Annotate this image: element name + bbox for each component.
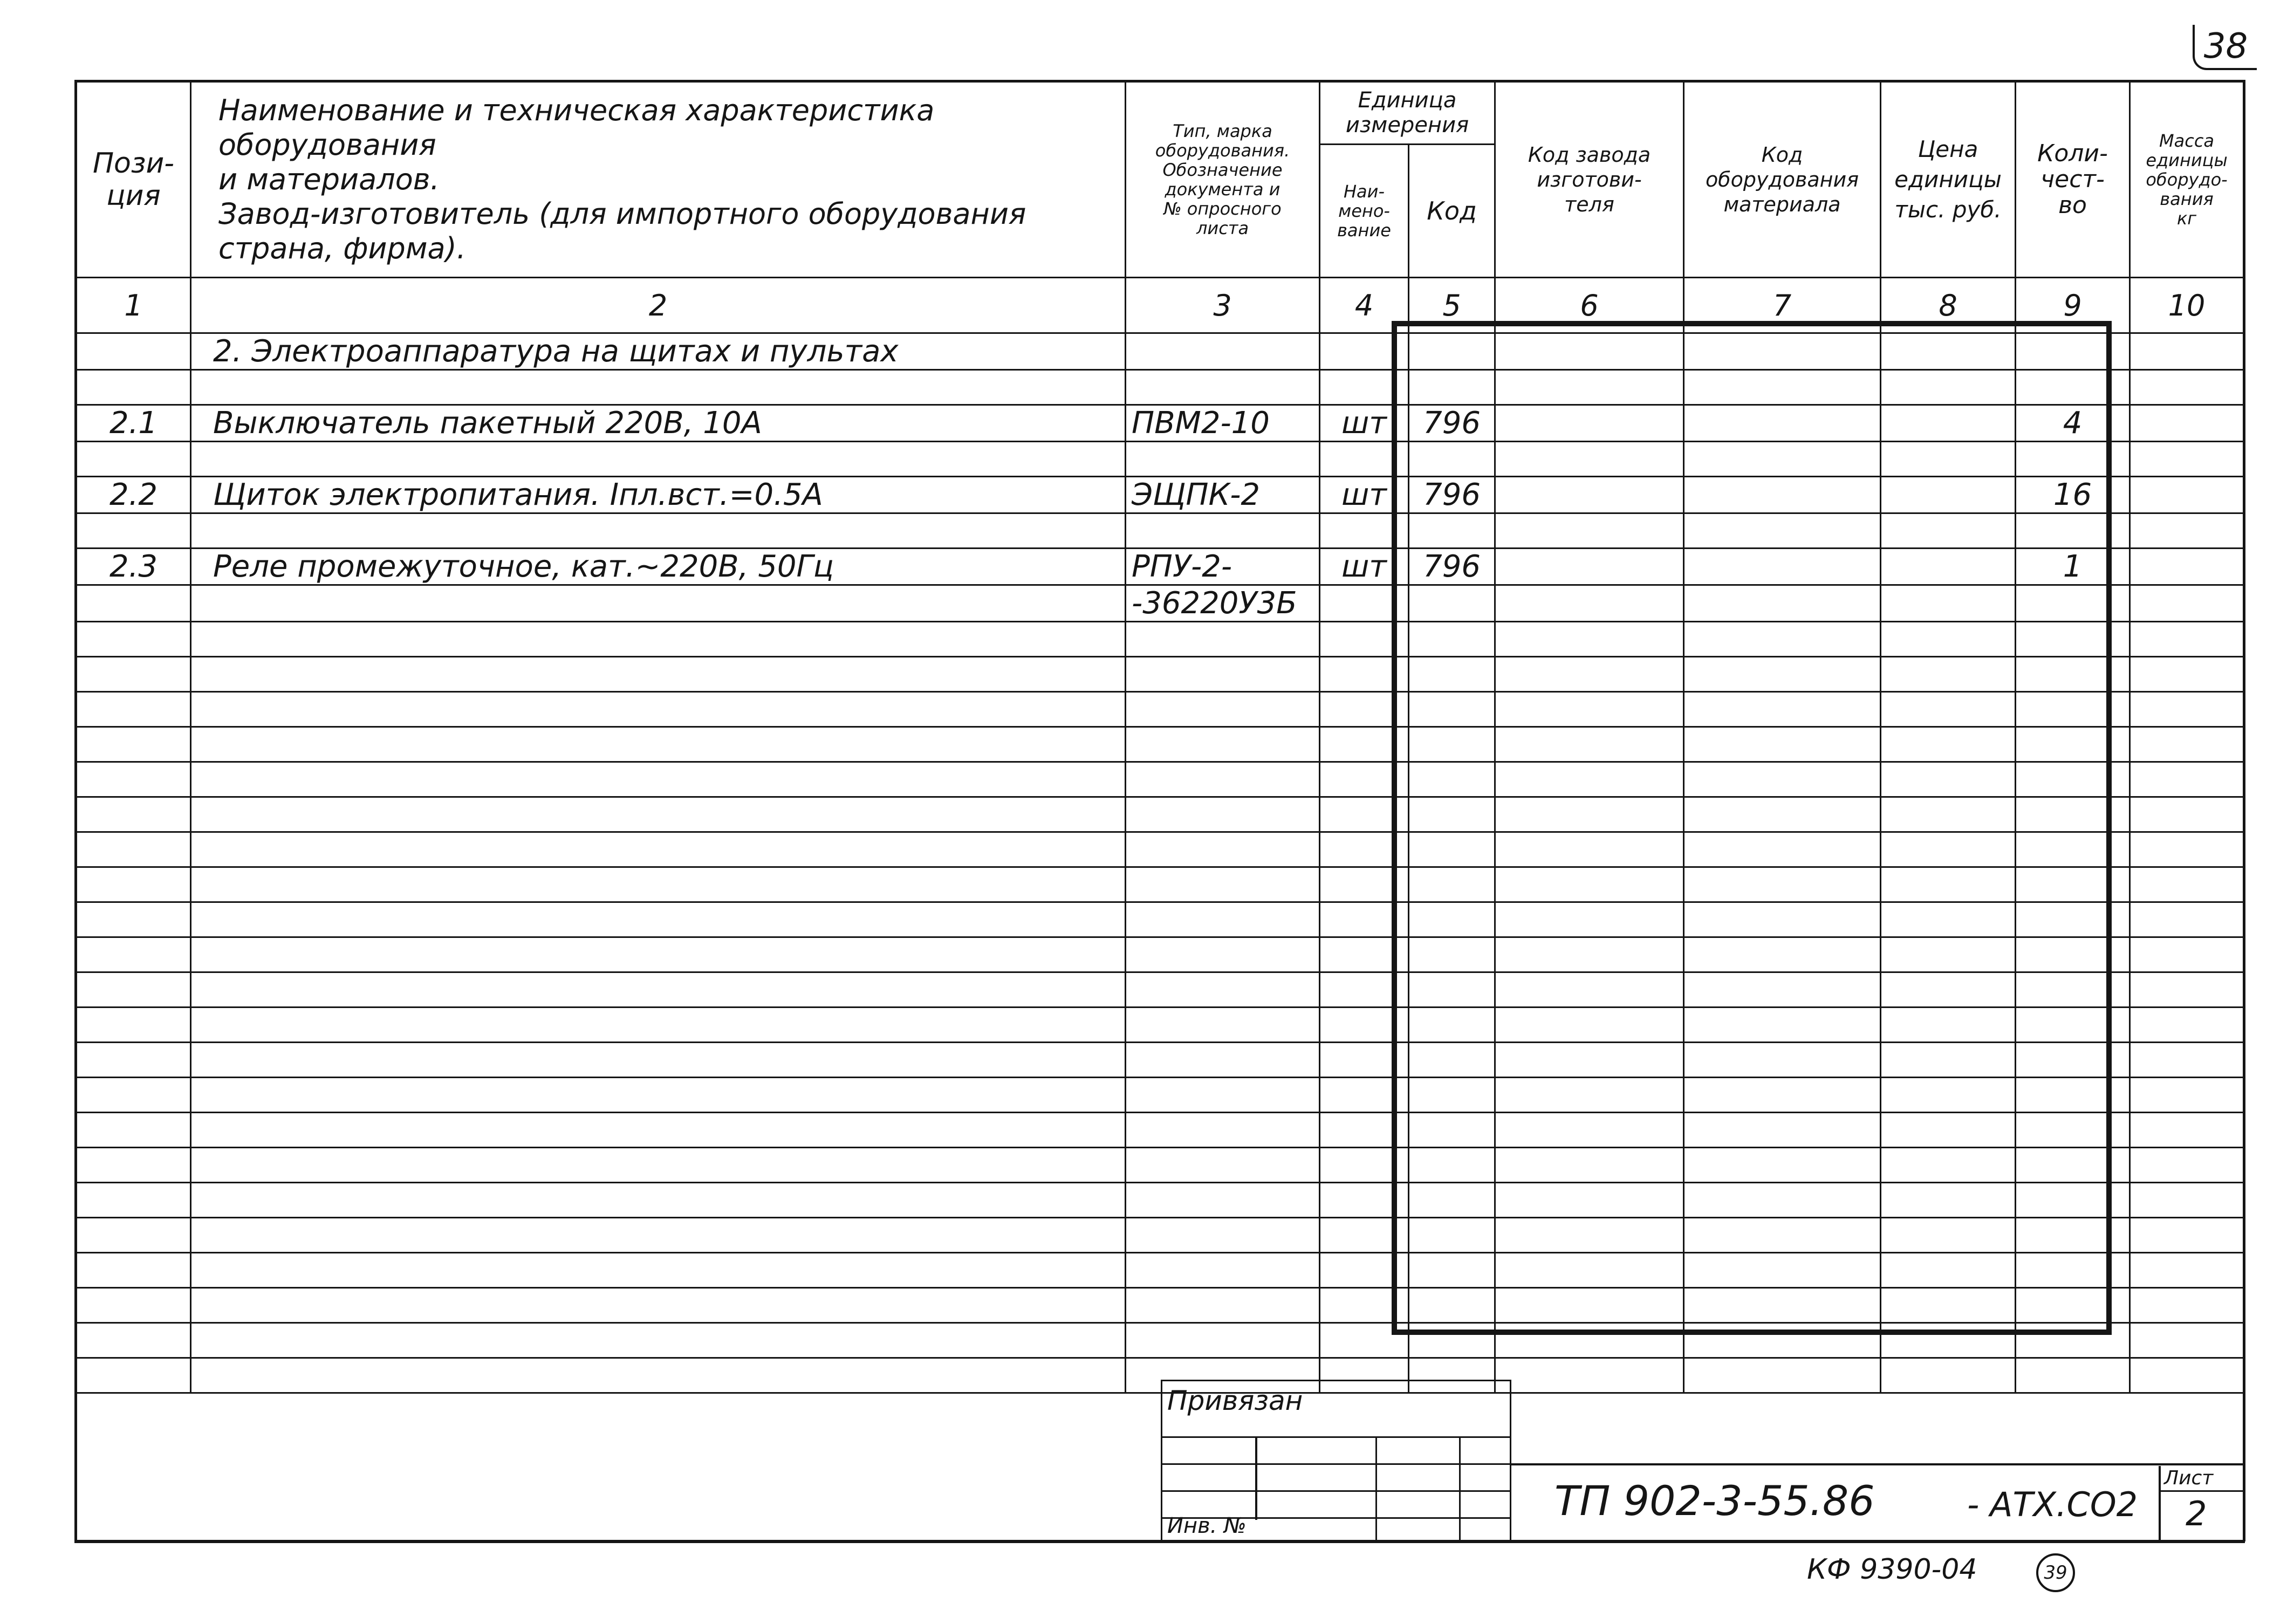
row-type: ЭЩПК-2 xyxy=(1126,477,1320,513)
row-mass xyxy=(2130,1183,2244,1218)
row-type xyxy=(1126,370,1320,405)
row-type xyxy=(1126,622,1320,657)
row-position xyxy=(77,333,191,370)
row-name xyxy=(191,1218,1126,1253)
row-mass xyxy=(2130,513,2244,549)
inventory-number-label: Инв. № xyxy=(1167,1513,1247,1538)
row-mass xyxy=(2130,832,2244,867)
row-unit-code: 796 xyxy=(1409,477,1495,513)
title-block xyxy=(1161,1380,2243,1541)
row-position xyxy=(77,1323,191,1358)
document-suffix: - АТХ.СО2 xyxy=(1967,1485,2138,1524)
row-position xyxy=(77,442,191,477)
row-name xyxy=(191,832,1126,867)
column-number: 2 xyxy=(191,278,1126,333)
row-type xyxy=(1126,867,1320,902)
row-type xyxy=(1126,972,1320,1008)
row-position xyxy=(77,1183,191,1218)
row-mass xyxy=(2130,477,2244,513)
row-mass xyxy=(2130,1078,2244,1113)
row-position xyxy=(77,1148,191,1183)
row-type: ПВМ2-10 xyxy=(1126,405,1320,442)
row-name xyxy=(191,1008,1126,1043)
column-number: 9 xyxy=(2016,278,2130,333)
bold-frame-columns-5-9 xyxy=(1392,321,2112,1335)
privyazan-label: Привязан xyxy=(1167,1385,1303,1416)
row-name xyxy=(191,692,1126,727)
row-position xyxy=(77,1113,191,1148)
row-name xyxy=(191,1183,1126,1218)
header-unit-name: Наи- мено- вание xyxy=(1320,144,1409,277)
row-mass xyxy=(2130,1288,2244,1323)
row-name xyxy=(191,797,1126,832)
row-name: Щиток электропитания. Іпл.вст.=0.5А xyxy=(191,477,1126,513)
row-position xyxy=(77,1218,191,1253)
row-name xyxy=(191,727,1126,762)
row-mass xyxy=(2130,1043,2244,1078)
row-type xyxy=(1126,1148,1320,1183)
row-type xyxy=(1126,1288,1320,1323)
header-mass: Масса единицы оборудо- вания кг xyxy=(2130,82,2244,278)
row-name xyxy=(191,1078,1126,1113)
column-number: 5 xyxy=(1409,278,1495,333)
row-mass xyxy=(2130,1148,2244,1183)
row-type xyxy=(1126,797,1320,832)
row-mass xyxy=(2130,333,2244,370)
row-mass xyxy=(2130,692,2244,727)
row-type xyxy=(1126,902,1320,937)
row-name xyxy=(191,1358,1126,1393)
header-position: Пози- ция xyxy=(77,82,191,278)
row-mass xyxy=(2130,442,2244,477)
row-type xyxy=(1126,937,1320,972)
row-name xyxy=(191,902,1126,937)
row-name xyxy=(191,657,1126,692)
row-name: Реле промежуточное, кат.~220В, 50Гц xyxy=(191,549,1126,585)
row-position xyxy=(77,370,191,405)
row-mass xyxy=(2130,972,2244,1008)
row-name: Выключатель пакетный 220В, 10А xyxy=(191,405,1126,442)
row-type xyxy=(1126,513,1320,549)
row-name xyxy=(191,370,1126,405)
row-mass xyxy=(2130,1113,2244,1148)
row-name: 2. Электроаппаратура на щитах и пультах xyxy=(191,333,1126,370)
row-position: 2.1 xyxy=(77,405,191,442)
row-type xyxy=(1126,1043,1320,1078)
row-mass xyxy=(2130,937,2244,972)
row-position xyxy=(77,1288,191,1323)
row-position xyxy=(77,1253,191,1288)
row-mass xyxy=(2130,1323,2244,1358)
row-mass xyxy=(2130,405,2244,442)
row-mass xyxy=(2130,797,2244,832)
row-position xyxy=(77,867,191,902)
header-unit-group: Единица измерения xyxy=(1320,82,1495,145)
row-quantity: 4 xyxy=(2016,405,2130,442)
archive-stamp-circle: 39 xyxy=(2036,1553,2075,1592)
row-name xyxy=(191,442,1126,477)
row-type xyxy=(1126,1008,1320,1043)
row-position: 2.3 xyxy=(77,549,191,585)
row-type xyxy=(1126,727,1320,762)
row-name xyxy=(191,762,1126,797)
sheet-label: Лист xyxy=(2164,1467,2214,1489)
row-unit: шт xyxy=(1320,477,1409,513)
column-number: 4 xyxy=(1320,278,1409,333)
row-name xyxy=(191,972,1126,1008)
row-name xyxy=(191,867,1126,902)
row-name xyxy=(191,1288,1126,1323)
header-plant-code: Код завода изготови- теля xyxy=(1495,82,1684,278)
row-type xyxy=(1126,832,1320,867)
archive-stamp: КФ 9390-04 xyxy=(1807,1553,1977,1586)
row-position xyxy=(77,832,191,867)
row-type xyxy=(1126,762,1320,797)
column-number: 3 xyxy=(1126,278,1320,333)
page-number: 38 xyxy=(2193,25,2257,70)
row-position xyxy=(77,513,191,549)
row-position xyxy=(77,1358,191,1393)
row-type xyxy=(1126,1323,1320,1358)
row-mass xyxy=(2130,657,2244,692)
row-mass xyxy=(2130,549,2244,585)
row-name xyxy=(191,1043,1126,1078)
row-mass xyxy=(2130,727,2244,762)
row-mass xyxy=(2130,1008,2244,1043)
row-mass xyxy=(2130,370,2244,405)
row-type xyxy=(1126,1113,1320,1148)
row-position xyxy=(77,797,191,832)
header-equipment-code: Код оборудования материала xyxy=(1684,82,1881,278)
row-type xyxy=(1126,1218,1320,1253)
row-position xyxy=(77,1008,191,1043)
row-position xyxy=(77,902,191,937)
row-name xyxy=(191,1148,1126,1183)
column-number: 6 xyxy=(1495,278,1684,333)
row-unit-code: 796 xyxy=(1409,549,1495,585)
sheet-number: 2 xyxy=(2186,1494,2207,1533)
row-type xyxy=(1126,1183,1320,1218)
header-name: Наименование и техническая характеристика оборудования и материалов. Завод-изготовитель (для импортного оборудования страна, фирма). xyxy=(191,82,1126,278)
row-type xyxy=(1126,692,1320,727)
row-name xyxy=(191,622,1126,657)
row-name xyxy=(191,937,1126,972)
header-price: Цена единицы тыс. руб. xyxy=(1881,82,2016,278)
row-position xyxy=(77,622,191,657)
row-name xyxy=(191,585,1126,622)
row-unit-code: 796 xyxy=(1409,405,1495,442)
row-type: РПУ-2- xyxy=(1126,549,1320,585)
row-position xyxy=(77,762,191,797)
row-type xyxy=(1126,1253,1320,1288)
row-position xyxy=(77,692,191,727)
header-unit-code: Код xyxy=(1409,144,1495,277)
row-mass xyxy=(2130,622,2244,657)
row-name xyxy=(191,1323,1126,1358)
row-type xyxy=(1126,657,1320,692)
column-number: 10 xyxy=(2130,278,2244,333)
row-position xyxy=(77,972,191,1008)
document-code: ТП 902-3-55.86 xyxy=(1555,1477,1875,1525)
row-position: 2.2 xyxy=(77,477,191,513)
row-position xyxy=(77,727,191,762)
row-mass xyxy=(2130,867,2244,902)
row-mass xyxy=(2130,1218,2244,1253)
row-position xyxy=(77,585,191,622)
row-position xyxy=(77,657,191,692)
row-position xyxy=(77,1043,191,1078)
column-number: 1 xyxy=(77,278,191,333)
header-quantity: Коли- чест- во xyxy=(2016,82,2130,278)
row-quantity: 1 xyxy=(2016,549,2130,585)
row-type xyxy=(1126,1078,1320,1113)
row-position xyxy=(77,937,191,972)
row-type: -36220У3Б xyxy=(1126,585,1320,622)
row-type xyxy=(1126,333,1320,370)
row-mass xyxy=(2130,585,2244,622)
header-type: Тип, марка оборудования. Обозначение документа и № опросного листа xyxy=(1126,82,1320,278)
row-name xyxy=(191,513,1126,549)
column-number: 7 xyxy=(1684,278,1881,333)
row-quantity: 16 xyxy=(2016,477,2130,513)
row-name xyxy=(191,1113,1126,1148)
row-mass xyxy=(2130,762,2244,797)
row-mass xyxy=(2130,1253,2244,1288)
row-mass xyxy=(2130,902,2244,937)
row-unit: шт xyxy=(1320,405,1409,442)
row-type xyxy=(1126,442,1320,477)
row-position xyxy=(77,1078,191,1113)
row-name xyxy=(191,1253,1126,1288)
column-number: 8 xyxy=(1881,278,2016,333)
row-unit: шт xyxy=(1320,549,1409,585)
